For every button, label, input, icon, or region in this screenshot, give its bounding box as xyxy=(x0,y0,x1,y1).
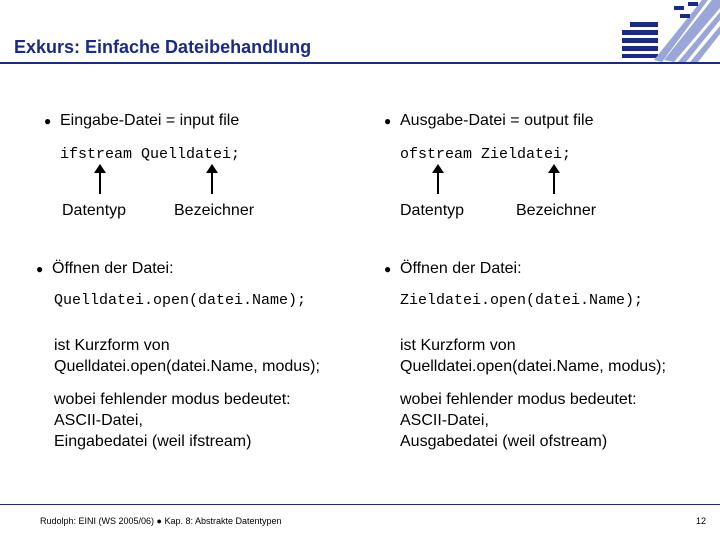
right-heading xyxy=(384,112,593,130)
right-name-label: Bezeichner xyxy=(516,202,597,219)
bullet-icon: ● xyxy=(36,262,44,276)
right-open-heading-text: Öffnen der Datei: xyxy=(400,260,522,277)
right-mode-line2: ASCII-Datei, xyxy=(400,412,489,429)
left-shortform-line1: ist Kurzform von xyxy=(54,337,170,354)
right-shortform-para xyxy=(400,335,666,377)
right-type-arrow-icon xyxy=(437,172,439,194)
bullet-icon: ● xyxy=(384,262,392,276)
left-heading-text: Eingabe-Datei = input file xyxy=(60,112,240,129)
slide-title: Exkurs: Einfache Dateibehandlung xyxy=(14,37,312,57)
left-name-label: Bezeichner xyxy=(174,202,255,219)
left-mode-line2: ASCII-Datei, xyxy=(54,412,143,429)
left-type-label: Datentyp xyxy=(62,202,127,219)
right-heading-text: Ausgabe-Datei = output file xyxy=(400,112,594,129)
right-open-code: Zieldatei.open(datei.Name); xyxy=(400,292,644,309)
right-open-heading xyxy=(384,260,522,278)
right-shortform-line1: ist Kurzform von xyxy=(400,337,516,354)
left-name-arrow-icon xyxy=(211,172,213,194)
right-shortform-line2: Quelldatei.open(datei.Name, modus); xyxy=(400,358,666,375)
footer-divider xyxy=(0,504,720,505)
left-mode-line3: Eingabedatei (weil ifstream) xyxy=(54,433,252,450)
right-mode-line3: Ausgabedatei (weil ofstream) xyxy=(400,433,608,450)
left-shortform-line2: Quelldatei.open(datei.Name, modus); xyxy=(54,358,320,375)
left-open-code: Quelldatei.open(datei.Name); xyxy=(54,292,307,309)
left-heading xyxy=(44,112,239,130)
right-mode-line1: wobei fehlender modus bedeutet: xyxy=(400,391,637,408)
right-type-label: Datentyp xyxy=(400,202,465,219)
university-logo-icon xyxy=(614,0,720,62)
right-mode-para xyxy=(400,389,637,452)
right-name-arrow-icon xyxy=(553,172,555,194)
left-open-heading-text: Öffnen der Datei: xyxy=(52,260,174,277)
title-divider xyxy=(0,62,720,64)
page-number: 12 xyxy=(695,516,706,526)
left-declaration-code: ifstream Quelldatei; xyxy=(60,146,241,163)
footer-text: Rudolph: EINI (WS 2005/06) ● Kap. 8: Abstrakte Datentypen xyxy=(40,516,282,526)
bullet-icon: ● xyxy=(44,114,52,128)
bullet-icon: ● xyxy=(384,114,392,128)
left-type-arrow-icon xyxy=(99,172,101,194)
left-open-heading xyxy=(36,260,174,278)
right-declaration-code: ofstream Zieldatei; xyxy=(400,146,572,163)
left-shortform-para xyxy=(54,335,320,377)
left-mode-para xyxy=(54,389,291,452)
left-mode-line1: wobei fehlender modus bedeutet: xyxy=(54,391,291,408)
